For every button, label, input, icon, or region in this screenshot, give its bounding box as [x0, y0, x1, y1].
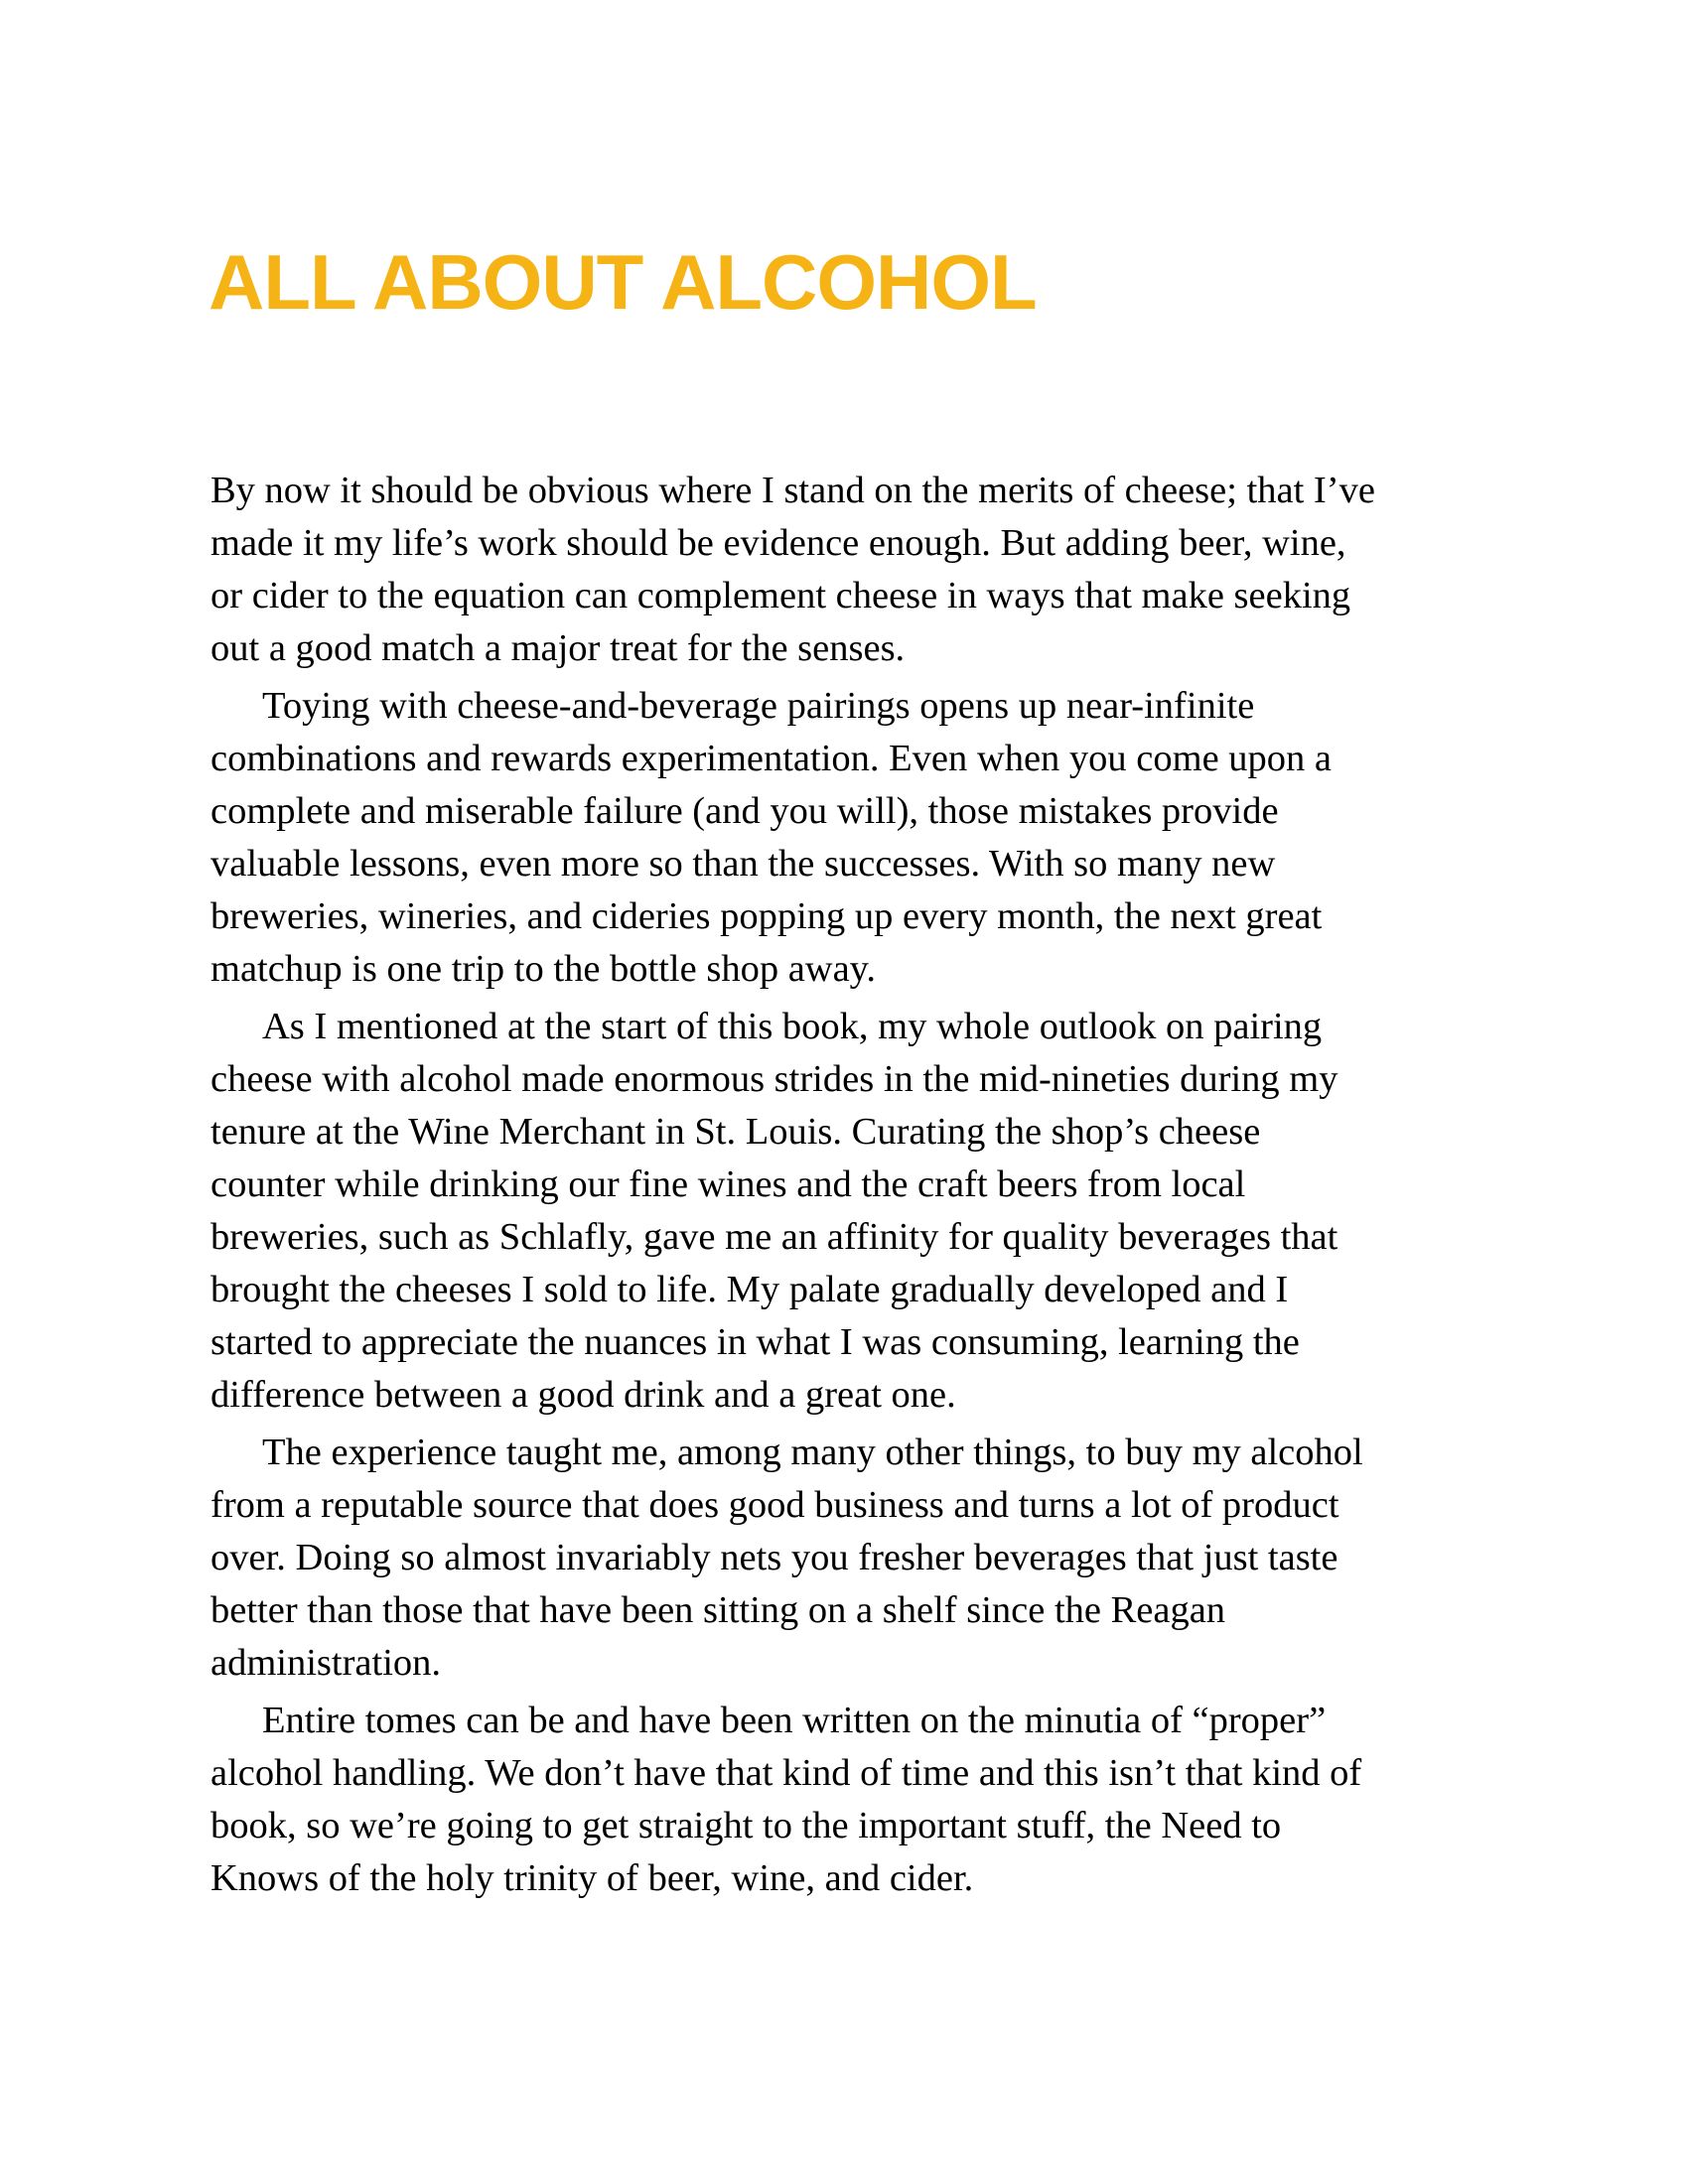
- text-line: over. Doing so almost invariably nets you fresher beverages that just taste: [211, 1537, 1338, 1578]
- text-line: book, so we’re going to get straight to the important stuff, the Need to: [211, 1805, 1282, 1846]
- text-line: valuable lessons, even more so than the successes. With so many new: [211, 843, 1276, 885]
- text-line: tenure at the Wine Merchant in St. Louis. Curating the shop’s cheese: [211, 1111, 1261, 1153]
- text-line: As I mentioned at the start of this book, my whole outlook on pairing: [262, 1006, 1323, 1047]
- text-line: Entire tomes can be and have been written on the minutia of “proper”: [262, 1700, 1327, 1741]
- text-line: alcohol handling. We don’t have that kind of time and this isn’t that kind of: [211, 1752, 1362, 1794]
- text-line: The experience taught me, among many other things, to buy my alcohol: [262, 1432, 1363, 1473]
- text-line: Knows of the holy trinity of beer, wine, and cider.: [211, 1857, 974, 1899]
- text-line: counter while drinking our fine wines and the craft beers from local: [211, 1163, 1246, 1205]
- text-line: administration.: [211, 1642, 442, 1684]
- text-line: made it my life’s work should be evidence enough. But adding beer, wine,: [211, 522, 1346, 564]
- paragraph: [211, 1427, 1501, 1690]
- text-line: brought the cheeses I sold to life. My palate gradually developed and I: [211, 1269, 1289, 1310]
- text-line: complete and miserable failure (and you will), those mistakes provide: [211, 790, 1279, 832]
- paragraph: [211, 465, 1501, 675]
- text-line: breweries, wineries, and cideries popping up every month, the next great: [211, 895, 1323, 937]
- chapter-title: ALL ABOUT ALCOHOL: [209, 238, 1037, 326]
- text-line: combinations and rewards experimentation. Even when you come upon a: [211, 738, 1333, 779]
- paragraph: [211, 1001, 1501, 1422]
- text-line: out a good match a major treat for the senses.: [211, 627, 906, 669]
- body-text: [211, 465, 1501, 1910]
- text-line: breweries, such as Schlafly, gave me an affinity for quality beverages that: [211, 1216, 1338, 1258]
- paragraph: [211, 1695, 1501, 1905]
- text-line: from a reputable source that does good business and turns a lot of product: [211, 1484, 1339, 1526]
- text-line: difference between a good drink and a great one.: [211, 1374, 956, 1416]
- text-line: By now it should be obvious where I stand on the merits of cheese; that I’ve: [211, 470, 1375, 511]
- paragraph: [211, 680, 1501, 996]
- text-line: Toying with cheese-and-beverage pairings opens up near-infinite: [262, 685, 1255, 727]
- text-line: matchup is one trip to the bottle shop away.: [211, 948, 877, 990]
- text-line: or cider to the equation can complement cheese in ways that make seeking: [211, 575, 1351, 616]
- text-line: better than those that have been sitting on a shelf since the Reagan: [211, 1589, 1226, 1631]
- text-line: cheese with alcohol made enormous strides in the mid-nineties during my: [211, 1058, 1338, 1100]
- text-line: started to appreciate the nuances in what I was consuming, learning the: [211, 1321, 1300, 1363]
